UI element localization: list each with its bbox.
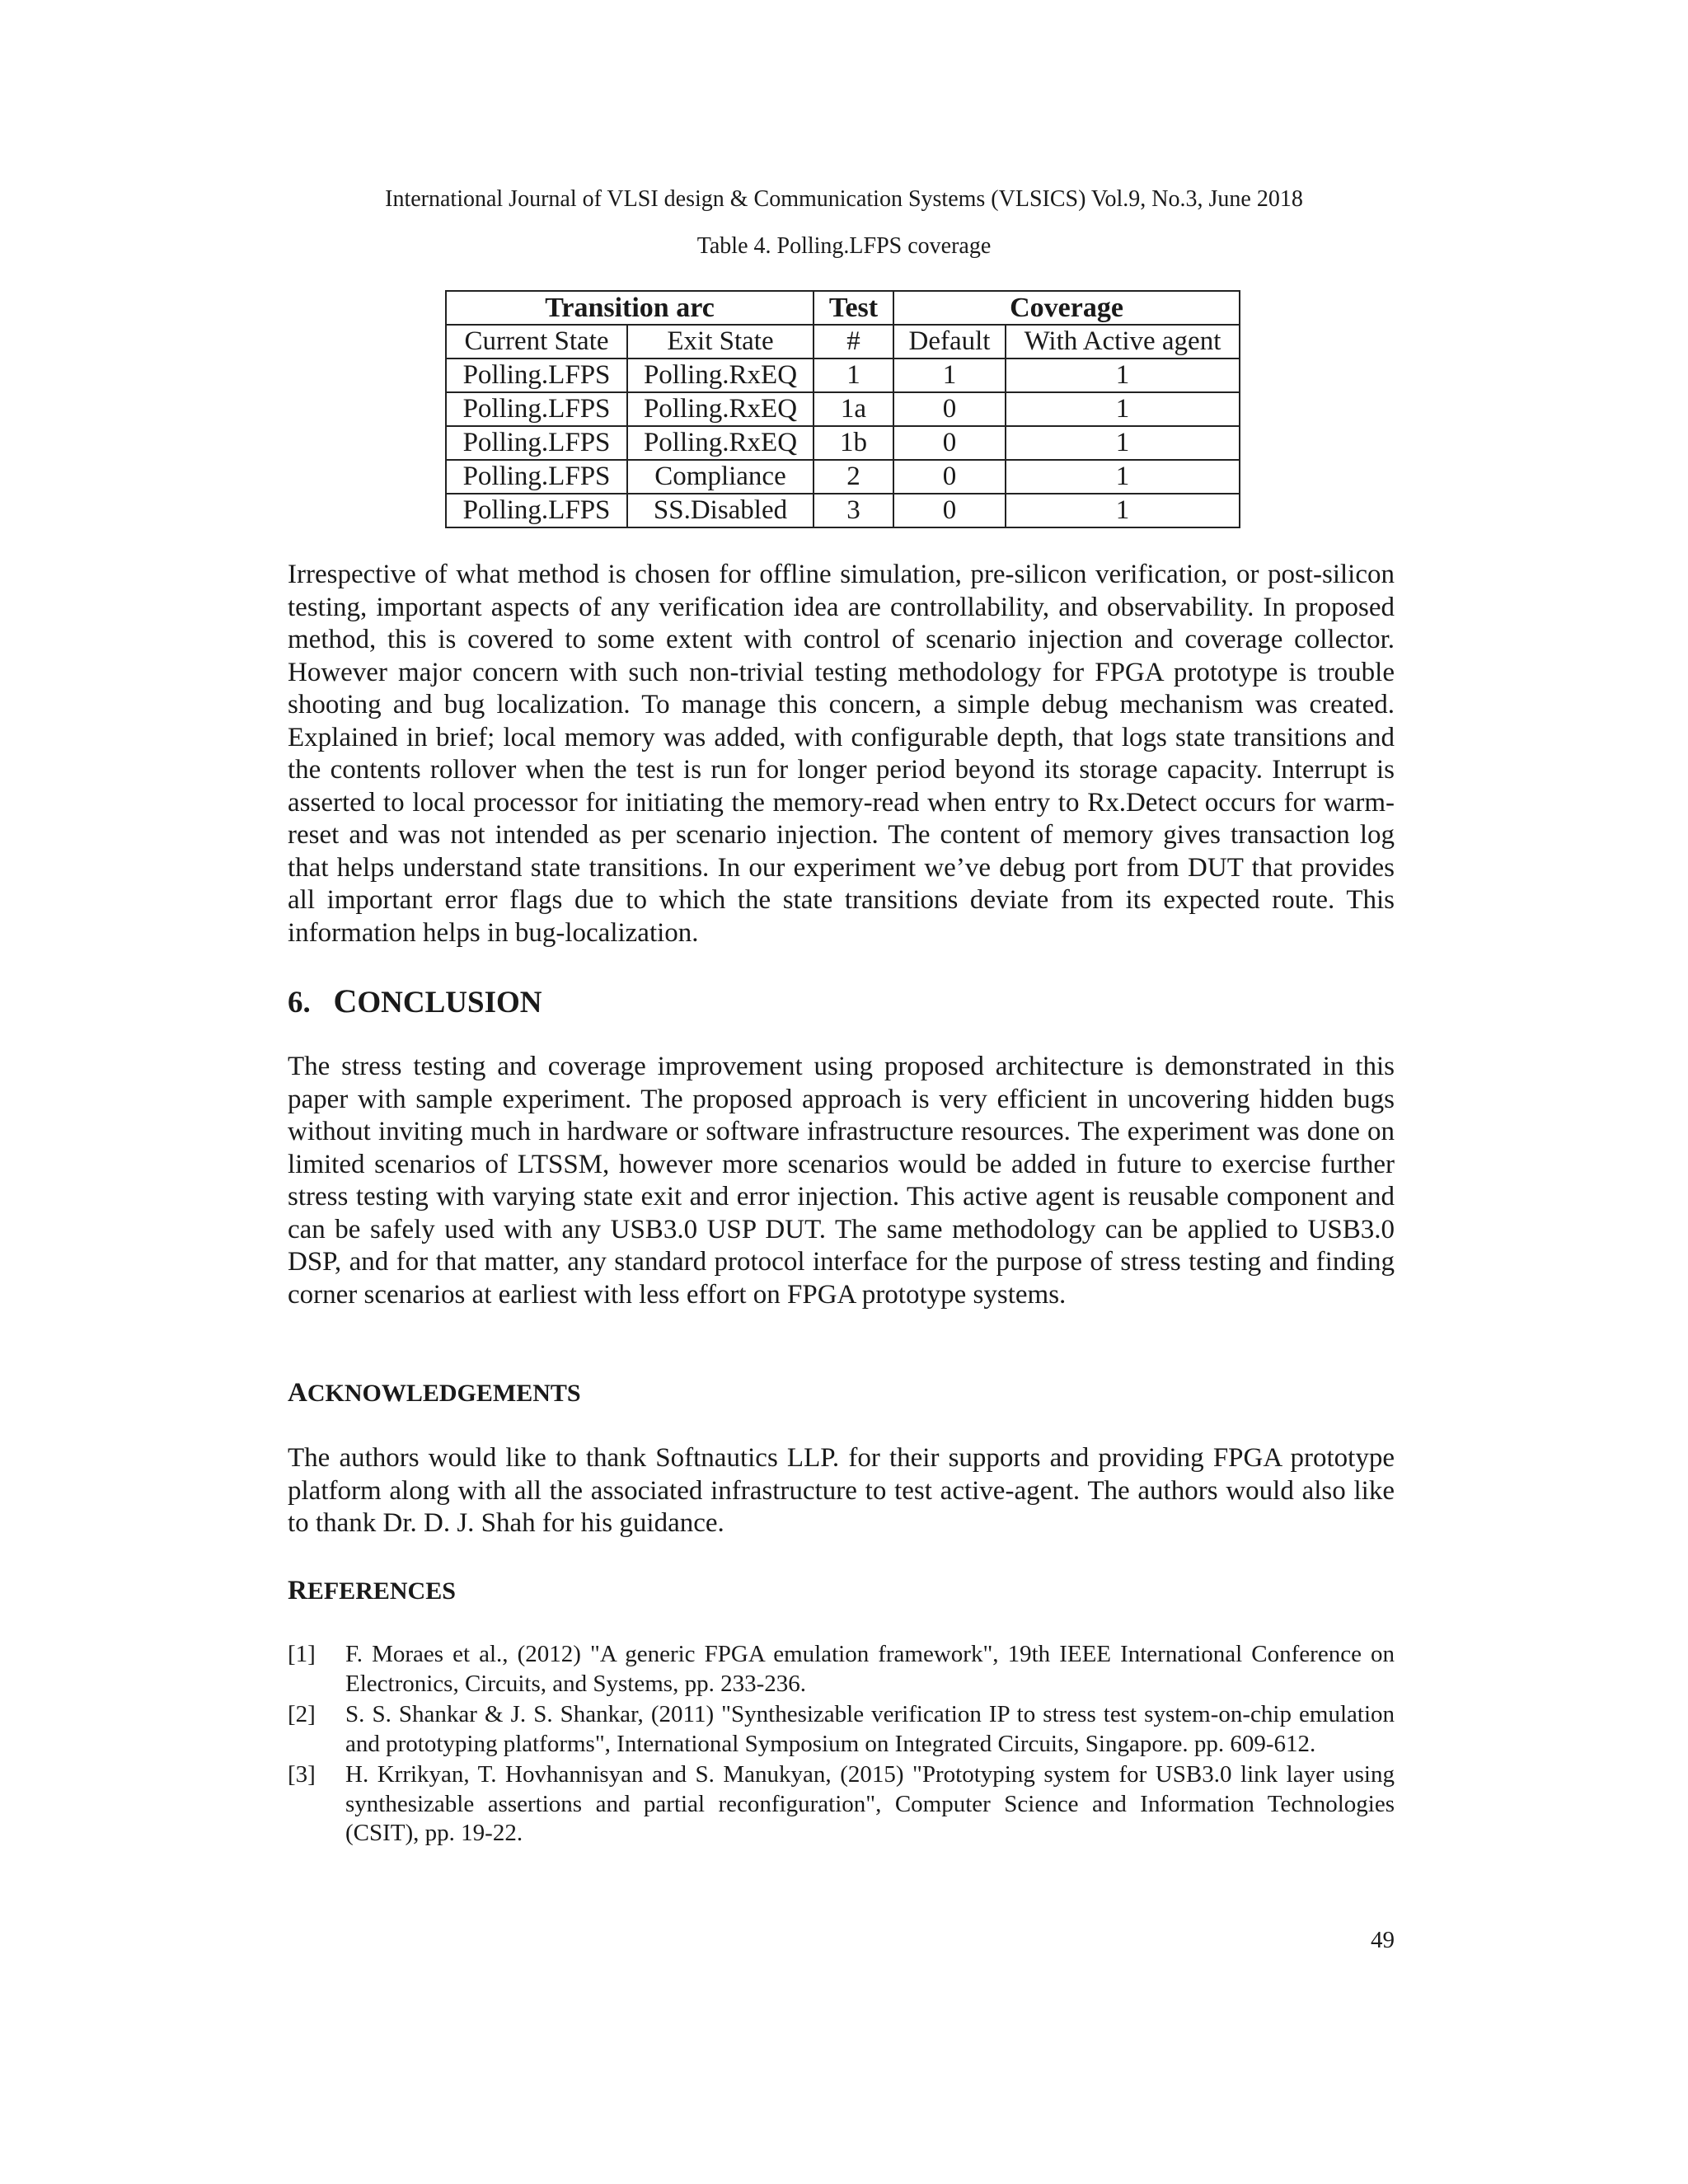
- reference-list: [288, 1640, 1395, 1850]
- reference-item: [288, 1760, 1395, 1849]
- cell-exit-state: Compliance: [627, 460, 814, 494]
- cell-current-state: Polling.LFPS: [446, 494, 627, 527]
- cell-current-state: Polling.LFPS: [446, 359, 627, 392]
- table-row: [446, 426, 1240, 460]
- reference-text: H. Krrikyan, T. Hovhannisyan and S. Manukyan, (2015) "Prototyping system for USB3.0 link layer using synthesizable assertions and partial reconfiguration", Computer Science and Information Technologies (CSIT), pp. 19-22.: [345, 1761, 1395, 1846]
- header-default: Default: [893, 325, 1006, 359]
- cell-default: 0: [893, 460, 1006, 494]
- reference-number: [2]: [288, 1701, 316, 1727]
- journal-header: International Journal of VLSI design & Communication Systems (VLSICS) Vol.9, No.3, June 2018: [385, 186, 1303, 212]
- cell-exit-state: Polling.RxEQ: [627, 392, 814, 426]
- reference-number: [3]: [288, 1761, 316, 1788]
- cell-default: 0: [893, 494, 1006, 527]
- heading-initial: R: [288, 1576, 307, 1605]
- cell-active-agent: 1: [1006, 426, 1240, 460]
- table-caption: Table 4. Polling.LFPS coverage: [696, 233, 992, 259]
- heading-rest: EFERENCES: [307, 1577, 456, 1605]
- cell-default: 1: [893, 359, 1006, 392]
- body-paragraph-acknowledgements: The authors would like to thank Softnautics LLP. for their supports and providing FPGA prototype platform along with all the associated infrastructure to test active-agent. The authors would also like to thank Dr. D. J. Shah for his guidance.: [288, 1443, 1395, 1538]
- cell-test-number: 3: [814, 494, 893, 527]
- table-row: [446, 494, 1240, 527]
- section-heading-acknowledgements: [288, 1378, 581, 1408]
- cell-exit-state: SS.Disabled: [627, 494, 814, 527]
- header-current-state: Current State: [446, 325, 627, 359]
- cell-active-agent: 1: [1006, 494, 1240, 527]
- table-row: [446, 460, 1240, 494]
- heading-initial: C: [333, 982, 358, 1019]
- header-test: Test: [814, 291, 893, 325]
- section-number: 6.: [288, 986, 311, 1019]
- header-coverage: Coverage: [893, 291, 1240, 325]
- reference-number: [1]: [288, 1641, 316, 1667]
- table-sub-header-row: [446, 325, 1240, 359]
- cell-test-number: 1a: [814, 392, 893, 426]
- reference-text: S. S. Shankar & J. S. Shankar, (2011) "Synthesizable verification IP to stress test system-on-chip emulation and prototyping platforms", International Symposium on Integrated Circuits, Singapore. pp. 609-612.: [345, 1701, 1395, 1757]
- cell-exit-state: Polling.RxEQ: [627, 426, 814, 460]
- header-transition-arc: Transition arc: [446, 291, 814, 325]
- cell-exit-state: Polling.RxEQ: [627, 359, 814, 392]
- header-test-number: #: [814, 325, 893, 359]
- heading-initial: A: [288, 1378, 307, 1408]
- body-paragraph-debug: Irrespective of what method is chosen for offline simulation, pre-silicon verification, or post-silicon testing, important aspects of any verification idea are controllability, and observability. In proposed method, this is covered to some extent with control of scenario injection and coverage collector. However major concern with such non-trivial testing methodology for FPGA prototype is trouble shooting and bug localization. To manage this concern, a simple debug mechanism was created. Explained in brief; local memory was added, with configurable depth, that logs state transitions and the contents rollover when the test is run for longer period beyond its storage capacity. Interrupt is asserted to local processor for initiating the memory-read when entry to Rx.Detect occurs for warm-reset and was not intended as per scenario injection. The content of memory gives transaction log that helps understand state transitions. In our experiment we’ve debug port from DUT that provides all important error flags due to which the state transitions deviate from its expected route. This information helps in bug-localization.: [288, 560, 1395, 948]
- table-row: [446, 392, 1240, 426]
- reference-text: F. Moraes et al., (2012) "A generic FPGA emulation framework", 19th IEEE International Conference on Electronics, Circuits, and Systems, pp. 233-236.: [345, 1641, 1395, 1697]
- header-exit-state: Exit State: [627, 325, 814, 359]
- cell-active-agent: 1: [1006, 359, 1240, 392]
- cell-current-state: Polling.LFPS: [446, 426, 627, 460]
- cell-default: 0: [893, 392, 1006, 426]
- reference-item: [288, 1640, 1395, 1699]
- header-with-active-agent: With Active agent: [1006, 325, 1240, 359]
- reference-item: [288, 1700, 1395, 1759]
- section-heading-conclusion: [288, 982, 542, 1019]
- cell-current-state: Polling.LFPS: [446, 392, 627, 426]
- cell-test-number: 1: [814, 359, 893, 392]
- section-heading-references: [288, 1576, 456, 1606]
- cell-current-state: Polling.LFPS: [446, 460, 627, 494]
- cell-active-agent: 1: [1006, 392, 1240, 426]
- cell-default: 0: [893, 426, 1006, 460]
- page-number: 49: [1371, 1927, 1395, 1953]
- heading-rest: CKNOWLEDGEMENTS: [307, 1380, 581, 1407]
- table-row: [446, 359, 1240, 392]
- body-paragraph-conclusion: The stress testing and coverage improvement using proposed architecture is demonstrated in this paper with sample experiment. The proposed approach is very efficient in uncovering hidden bugs without inviting much in hardware or software infrastructure resources. The experiment was done on limited scenarios of LTSSM, however more scenarios would be added in future to exercise further stress testing with varying state exit and error injection. This active agent is reusable component and can be safely used with any USB3.0 USP DUT. The same methodology can be applied to USB3.0 DSP, and for that matter, any standard protocol interface for the purpose of stress testing and finding corner scenarios at earliest with less effort on FPGA prototype systems.: [288, 1052, 1395, 1310]
- coverage-table: [445, 290, 1240, 528]
- cell-test-number: 1b: [814, 426, 893, 460]
- table-group-header-row: [446, 291, 1240, 325]
- cell-test-number: 2: [814, 460, 893, 494]
- heading-rest: ONCLUSION: [357, 986, 542, 1019]
- cell-active-agent: 1: [1006, 460, 1240, 494]
